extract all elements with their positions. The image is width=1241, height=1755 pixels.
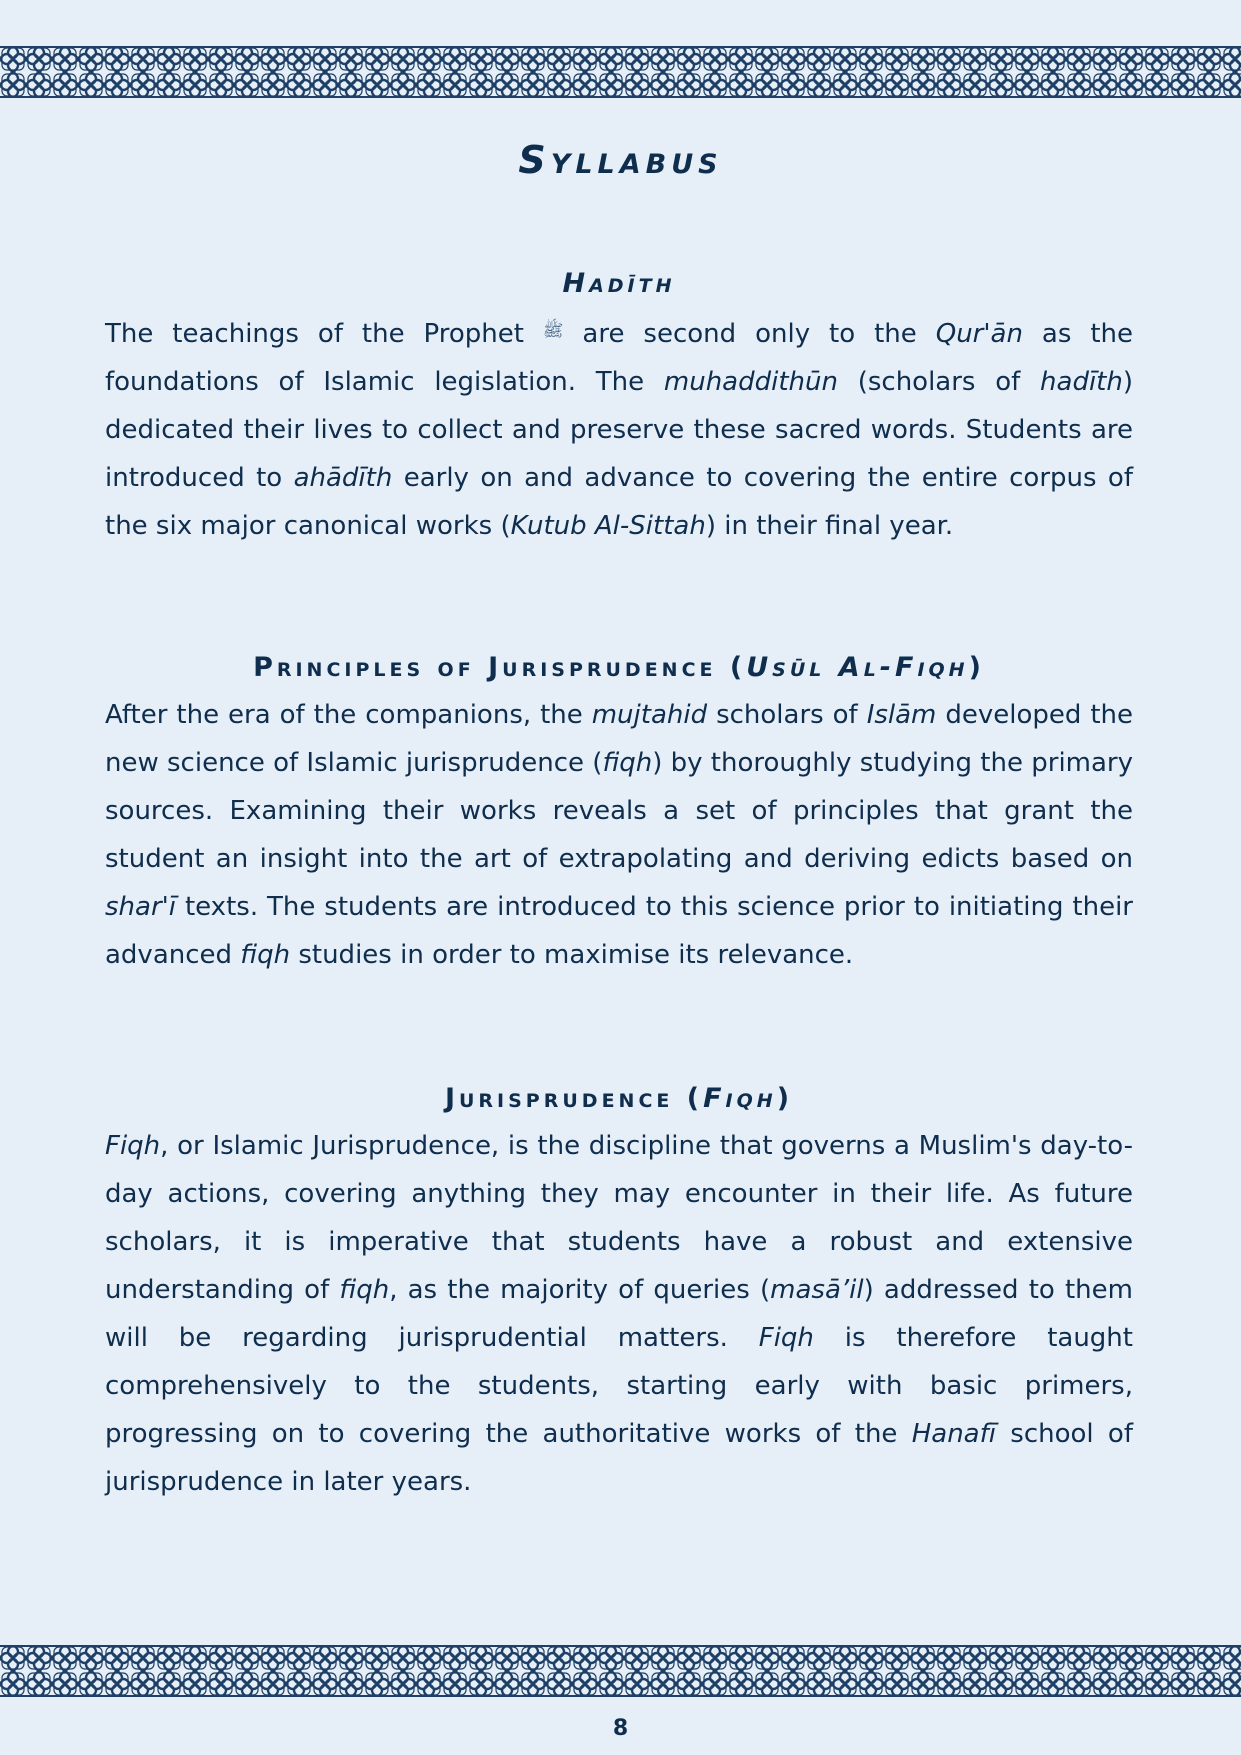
text-run: as the foundations of Islamic legislation. The xyxy=(105,319,1133,397)
section-paragraph xyxy=(105,307,1133,550)
text-run: ) in their final year. xyxy=(705,511,954,541)
section-paragraph xyxy=(105,691,1133,979)
italic-term: fiqh xyxy=(602,748,653,778)
italic-term: Fiqh xyxy=(105,1131,161,1161)
text-run: texts. The students are introduced to this science prior to initiating their advanced xyxy=(105,892,1133,970)
heading-part: Principles of Jurisprudence ( xyxy=(253,652,747,683)
bottom-decorative-border xyxy=(0,1645,1241,1697)
text-run: ) dedicated their lives to collect and preserve these sacred words. Students are introduced to xyxy=(105,367,1133,493)
text-run: is therefore taught comprehensively to the students, starting early with basic primers, progressing on to covering the authoritative works of the xyxy=(105,1323,1133,1449)
italic-term: fiqh xyxy=(339,1275,390,1305)
section-hadith xyxy=(105,268,1133,550)
text-run: studies in order to maximise its relevance. xyxy=(290,940,854,970)
honorific-glyph: ﷺ xyxy=(542,321,564,341)
text-run: ) by thoroughly studying the primary sources. Examining their works reveals a set of principles that grant the student an insight into the art of extrapolating and deriving edicts based on xyxy=(105,748,1133,874)
text-run: (scholars of xyxy=(837,367,1041,397)
italic-term: mujtahid xyxy=(591,700,708,730)
section-heading: Hadīth xyxy=(562,268,676,299)
italic-term: Hanafī xyxy=(911,1419,996,1449)
page-title: Syllabus xyxy=(518,138,723,182)
heading-part: Jurisprudence ( xyxy=(444,1083,704,1114)
knot-pattern-icon xyxy=(0,1645,1241,1697)
text-run: scholars of xyxy=(707,700,867,730)
text-run: After the era of the companions, the xyxy=(105,700,592,730)
text-run: , as the majority of queries ( xyxy=(389,1275,771,1305)
heading-part: ) xyxy=(968,652,985,683)
italic-term: ahādīth xyxy=(293,463,393,493)
italic-term: shar'ī xyxy=(105,892,177,922)
section-fiqh xyxy=(105,1083,1133,1506)
page-number: 8 xyxy=(612,1716,629,1741)
heading-part: ) xyxy=(776,1083,794,1114)
text-run: are second only to the xyxy=(563,319,936,349)
heading-part: Usūl Al-Fiqh xyxy=(746,652,969,683)
text-run: early on and advance to covering the entire corpus of the six major canonical works ( xyxy=(105,463,1133,541)
italic-term: Fiqh xyxy=(758,1323,814,1353)
knot-pattern-icon xyxy=(0,46,1241,98)
italic-term: hadīth xyxy=(1040,367,1123,397)
top-decorative-border xyxy=(0,46,1241,98)
italic-term: muhaddithūn xyxy=(663,367,838,397)
italic-term: Kutub Al-Sittah xyxy=(510,511,706,541)
italic-term: masā’il xyxy=(770,1275,864,1305)
section-heading xyxy=(105,652,1133,683)
section-heading xyxy=(105,1083,1133,1114)
text-run: developed the new science of Islamic jurisprudence ( xyxy=(105,700,1134,778)
section-usul-al-fiqh xyxy=(105,652,1133,979)
italic-term: Qur'ān xyxy=(935,319,1023,349)
text-run: school of jurisprudence in later years. xyxy=(105,1419,1133,1497)
italic-term: Islām xyxy=(866,700,937,730)
text-run: , or Islamic Jurisprudence, is the discipline that governs a Muslim's day-to-day actions, covering anything they may encounter in their life. As future scholars, it is imperative that students have a robust and extensive understanding of xyxy=(105,1131,1133,1305)
section-paragraph xyxy=(105,1122,1133,1506)
italic-term: fiqh xyxy=(240,940,291,970)
text-run: The teachings of the Prophet xyxy=(105,319,543,349)
heading-part: Fiqh xyxy=(703,1083,777,1114)
text-run: ) addressed to them will be regarding jurisprudential matters. xyxy=(105,1275,1133,1353)
